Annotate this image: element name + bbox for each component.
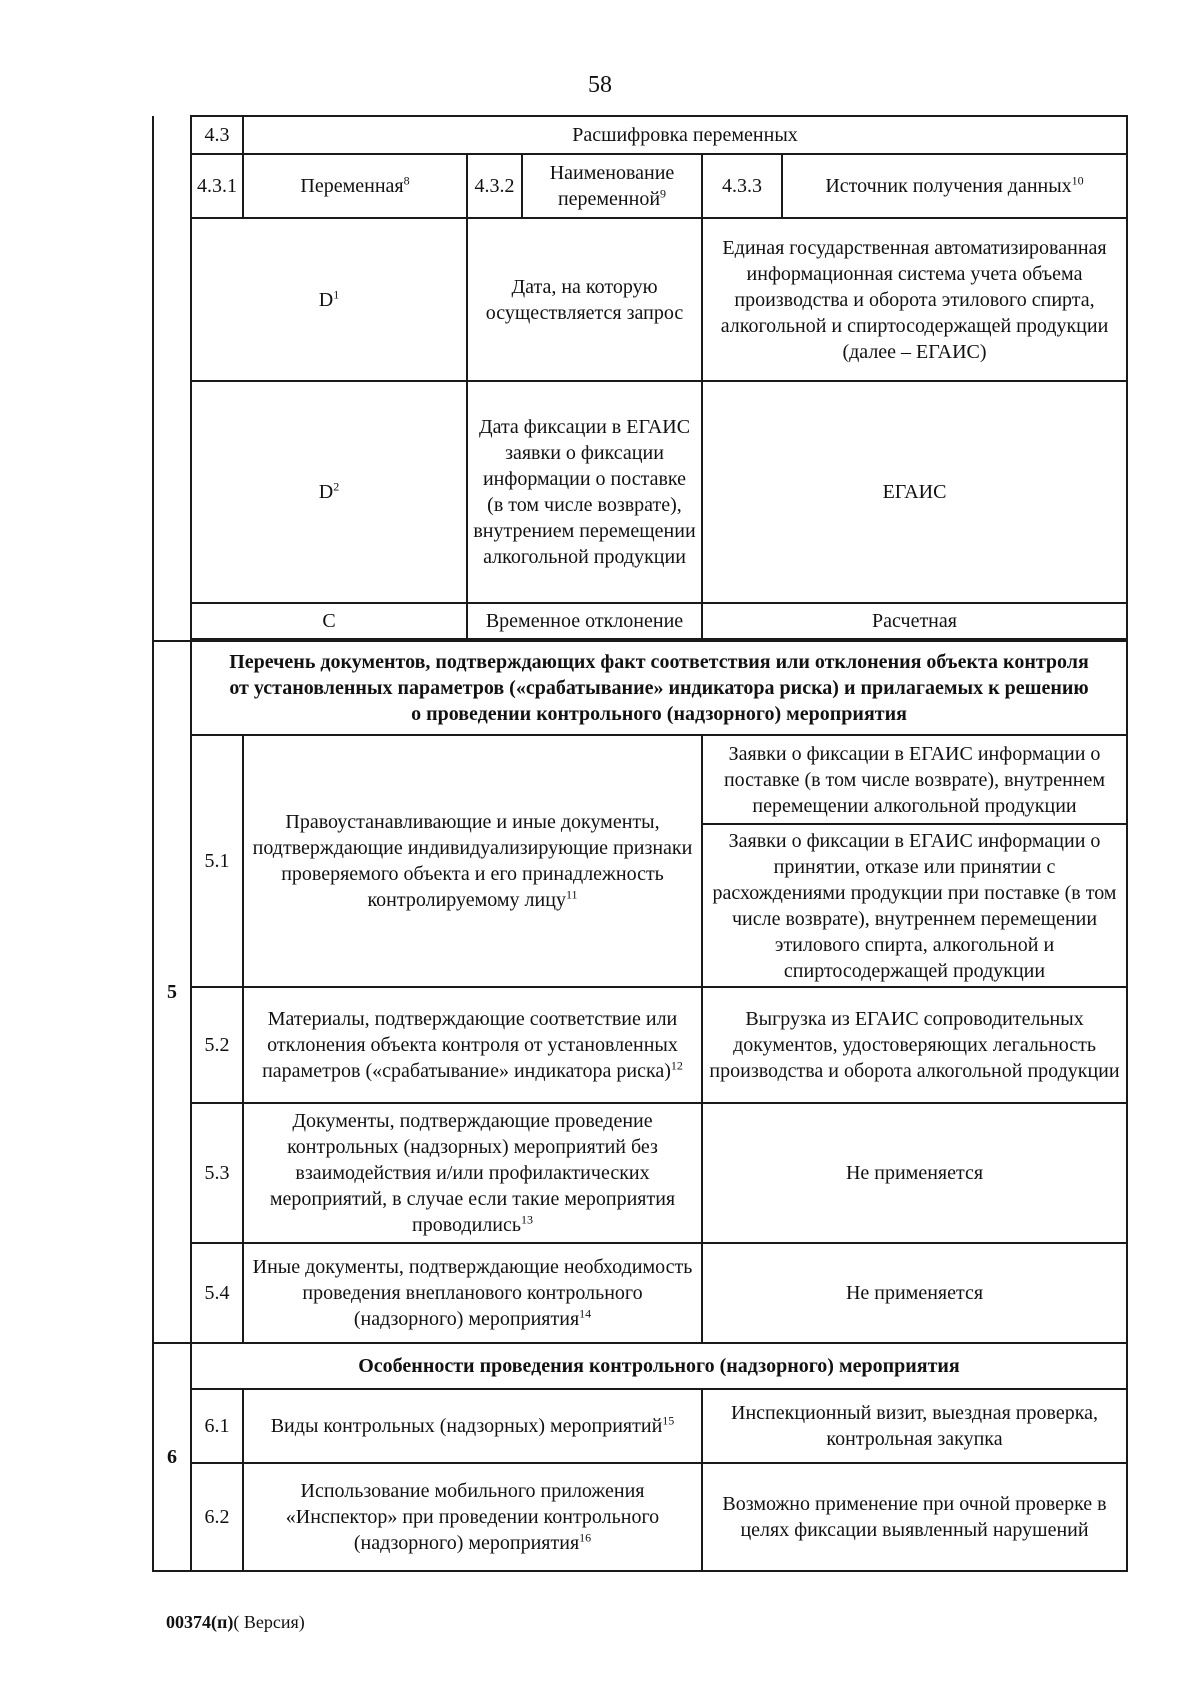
var-d2-source: ЕГАИС <box>702 381 1127 603</box>
num-5-1: 5.1 <box>191 735 243 987</box>
value-5-1b: Заявки о фиксации в ЕГАИС информации о принятии, отказе или принятии с расхождениями продукции при поставке (в том числе возврате), внутреннем перемещении этилового спирта, алкогольной и спиртосодержащей продукции <box>702 824 1127 987</box>
num-5-3: 5.3 <box>191 1103 243 1243</box>
section-5-header <box>153 641 1127 735</box>
num-6-2: 6.2 <box>191 1463 243 1571</box>
value-5-1a: Заявки о фиксации в ЕГАИС информации о поставке (в том числе возврате), внутреннем перемещении алкогольной продукции <box>702 735 1127 824</box>
row-6-1 <box>153 1389 1127 1463</box>
label-5-2: Материалы, подтверждающие соответствие или отклонения объекта контроля от установленных параметров («срабатывание» индикатора риска)$^{12}$ <box>243 987 702 1103</box>
document-version: ( Версия) <box>233 1612 305 1632</box>
var-c-source: Расчетная <box>702 603 1127 639</box>
var-d2: $D^2$ <box>191 381 467 603</box>
row-5-1a <box>153 735 1127 824</box>
row-5-2 <box>153 987 1127 1103</box>
var-c-name: Временное отклонение <box>467 603 702 639</box>
num-5-4: 5.4 <box>191 1243 243 1343</box>
num-4-3: 4.3 <box>191 116 243 154</box>
row-4-3 <box>153 116 1127 154</box>
value-5-2: Выгрузка из ЕГАИС сопроводительных документов, удостоверяющих легальность производства и оборота алкогольной продукции <box>702 987 1127 1103</box>
label-variable-name: Наименование переменной$^9$ <box>522 154 702 218</box>
title-4-3: Расшифровка переменных <box>243 116 1127 154</box>
section-6-title: Особенности проведения контрольного (надзорного) мероприятия <box>191 1343 1127 1389</box>
value-5-3: Не применяется <box>702 1103 1127 1243</box>
label-variable: Переменная$^8$ <box>243 154 467 218</box>
variable-row-c <box>153 603 1127 639</box>
label-6-2: Использование мобильного приложения «Инспектор» при проведении контрольного (надзорного) мероприятия$^{16}$ <box>243 1463 702 1571</box>
var-d1-name: Дата, на которую осуществляется запрос <box>467 218 702 381</box>
indicator-table <box>152 115 1128 1572</box>
document-code: 00374(п) <box>166 1612 234 1632</box>
section-5-title: Перечень документов, подтверждающих факт соответствия или отклонения объекта контроля от установленных параметров («срабатывание» индикатора риска) и прилагаемых к решению о проведении контрольного (надзорного) мероприятия <box>191 641 1127 735</box>
section-5-number: 5 <box>153 641 191 1343</box>
variable-row-d1 <box>153 218 1127 381</box>
value-6-2: Возможно применение при очной проверке в целях фиксации выявленный нарушений <box>702 1463 1127 1571</box>
row-5-4 <box>153 1243 1127 1343</box>
var-d2-name: Дата фиксации в ЕГАИС заявки о фиксации информации о поставке (в том числе возврате), внутрением перемещении алкогольной продукции <box>467 381 702 603</box>
page-number: 58 <box>588 72 612 98</box>
value-5-4: Не применяется <box>702 1243 1127 1343</box>
num-4-3-2: 4.3.2 <box>467 154 522 218</box>
row-6-2 <box>153 1463 1127 1571</box>
var-d1: $D^1$ <box>191 218 467 381</box>
num-6-1: 6.1 <box>191 1389 243 1463</box>
row-5-3 <box>153 1103 1127 1243</box>
label-5-4: Иные документы, подтверждающие необходимость проведения внепланового контрольного (надзорного) мероприятия$^{14}$ <box>243 1243 702 1343</box>
label-6-1: Виды контрольных (надзорных) мероприятий$^{15}$ <box>243 1389 702 1463</box>
variable-row-d2 <box>153 381 1127 603</box>
section-4-cell <box>153 116 191 641</box>
label-data-source: Источник получения данных$^{10}$ <box>782 154 1127 218</box>
label-5-3: Документы, подтверждающие проведение контрольных (надзорных) мероприятий без взаимодействия и/или профилактических мероприятий, в случае если такие мероприятия проводились$^{13}$ <box>243 1103 702 1243</box>
num-5-2: 5.2 <box>191 987 243 1103</box>
section-6-number: 6 <box>153 1343 191 1571</box>
var-d1-source: Единая государственная автоматизированная информационная система учета объема производства и оборота этилового спирта, алкогольной и спиртосодержащей продукции (далее – ЕГАИС) <box>702 218 1127 381</box>
var-c: C <box>191 603 467 639</box>
value-6-1: Инспекционный визит, выездная проверка, контрольная закупка <box>702 1389 1127 1463</box>
section-6-header <box>153 1343 1127 1389</box>
num-4-3-3: 4.3.3 <box>702 154 782 218</box>
document-footer <box>166 1612 305 1633</box>
num-4-3-1: 4.3.1 <box>191 154 243 218</box>
label-5-1: Правоустанавливающие и иные документы, подтверждающие индивидуализирующие признаки проверяемого объекта и его принадлежность контролируемому лицу$^{11}$ <box>243 735 702 987</box>
row-4-3-headers <box>153 154 1127 218</box>
